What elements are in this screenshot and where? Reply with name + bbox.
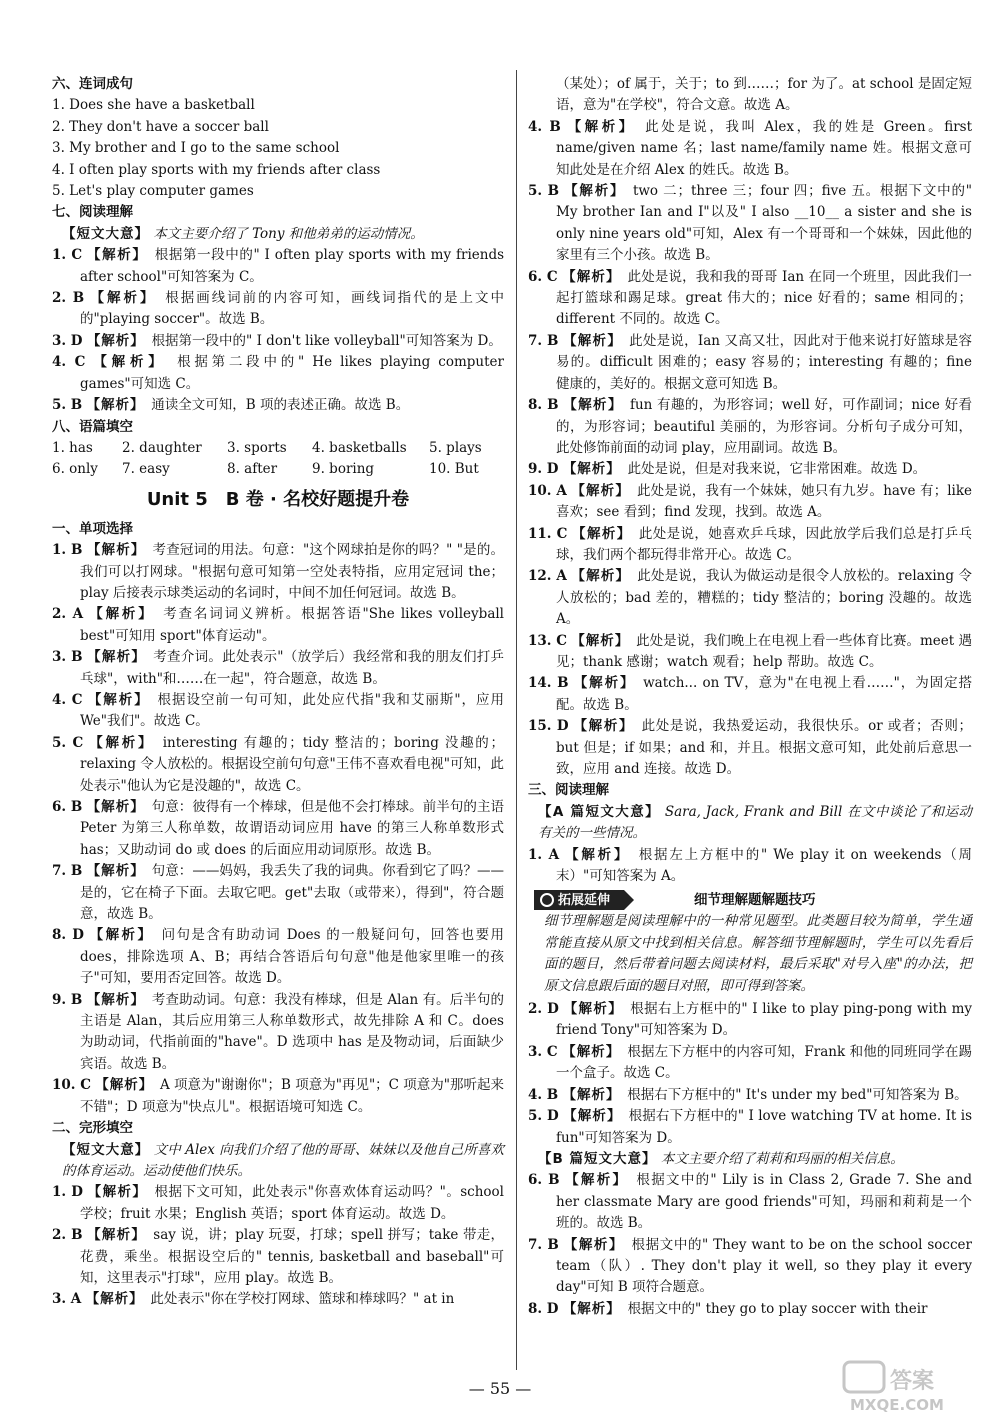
answer-number: 3. A <box>52 1291 82 1308</box>
answer-number: 1. D <box>52 1184 83 1201</box>
fill-blank-row <box>52 438 504 459</box>
answer-number: 10. C <box>52 1077 91 1094</box>
analysis-tag: 【解析】 <box>562 268 614 285</box>
answer-number: 15. D <box>528 718 569 735</box>
answer-item <box>52 245 504 288</box>
analysis-text: 根据右下方框中的" It's under my bed"可知答案为 B。 <box>627 1086 968 1103</box>
column-divider <box>516 70 517 1370</box>
answer-number: 13. C <box>528 632 567 649</box>
answer-item <box>52 797 504 861</box>
analysis-text: 考查介词。此处表示"（放学后）我经常和我的朋友们打乒乓球"，with"和……在一起"，符合题意，故选 B。 <box>80 649 505 687</box>
analysis-tag: 【解析】 <box>562 461 615 478</box>
answer-number: 1. A <box>528 846 560 863</box>
analysis-tag: 【解析】 <box>563 1108 615 1125</box>
analysis-text: interesting 有趣的；tidy 整洁的；boring 没趣的；relaxing 令人放松的。根据设空前句句意"王伟不喜欢看电视"可知，此处表示"他认为它是没趣的"，故选 C。 <box>80 734 505 794</box>
summary-text: 本文主要介绍了莉莉和玛丽的相关信息。 <box>660 1150 904 1167</box>
answer-item <box>528 1170 972 1234</box>
summary-text: 文中 Alex 向我们介绍了他的哥哥、妹妹以及他自己所喜欢的体育运动。运动使他们快乐。 <box>62 1141 504 1179</box>
answer-number: 8. D <box>528 1300 559 1317</box>
analysis-text: 根据下文可知，此处表示"你喜欢体育运动吗？"。school 学校；fruit 水果；English 英语；sport 体育运动。故选 D。 <box>80 1184 504 1222</box>
answer-number: 11. C <box>528 525 568 542</box>
summary-tag: 【A 篇短文大意】 <box>538 803 661 820</box>
answer-item <box>52 352 504 395</box>
svg-text:MXQE.COM: MXQE.COM <box>850 1396 944 1414</box>
page-number: — 55 — <box>468 1379 532 1398</box>
analysis-tag: 【解析】 <box>562 1300 615 1317</box>
analysis-tag: 【解析】 <box>93 354 160 371</box>
answer-number: 1. B <box>52 542 83 559</box>
answer-number: 6. B <box>52 799 83 815</box>
analysis-tag: 【解析】 <box>90 290 150 307</box>
analysis-tag: 【解析】 <box>87 1184 141 1201</box>
fill-blank-answer: 7. easy <box>122 461 170 478</box>
summary-text: 本文主要介绍了 Tony 和他弟弟的运动情况。 <box>153 225 424 242</box>
analysis-text: 根据设空前一句可知，此处应代指"我和艾丽斯"，应用 We"我们"。故选 C。 <box>80 691 505 730</box>
answer-number: 3. B <box>52 649 83 666</box>
analysis-text: 考查助动词。句意：我没有棒球，但是 Alan 有。后半句的主语是 Alan，其后应用第三人称单数形式，故先排除 A 和 C。does 为助动词，代指前面的"have"。D 选项中 has 是及物动词，后面缺少宾语。故选 B。 <box>80 991 504 1072</box>
analysis-text: 此处是说，但是对我来说，它非常困难。故选 D。 <box>627 461 927 478</box>
analysis-tag: 【解析】 <box>563 332 616 349</box>
answer-number: 3. D <box>52 332 83 349</box>
analysis-text: 此处是说，我和我的哥哥 Ian 在同一个班里，因此我们一起打篮球和踢足球。great 伟大的；nice 好看的；same 相同的；different 不同的。故选 C。 <box>556 268 972 328</box>
analysis-tag: 【解析】 <box>89 606 148 623</box>
fill-blank-answer: 4. basketballs <box>312 439 407 456</box>
extension-badge-label: 拓展延伸 <box>558 892 611 908</box>
answer-number: 5. D <box>528 1108 559 1125</box>
analysis-tag: 【解析】 <box>565 846 624 863</box>
analysis-tag: 【解析】 <box>562 1086 614 1103</box>
analysis-text: 根据右下方框中的" I love watching TV at home. It is fun"可知答案为 D。 <box>556 1108 973 1146</box>
analysis-tag: 【解析】 <box>564 183 619 200</box>
answer-item <box>528 1299 972 1320</box>
analysis-text: fun 有趣的，为形容词；well 好，可作副词；nice 好看的，为形容词；beautiful 美丽的，为形容词。分析句子成分可知，此处修饰前面的动词 play，应用副词。故选 B。 <box>556 397 972 456</box>
answer-number: 7. B <box>52 863 83 880</box>
answer-item <box>528 395 972 459</box>
analysis-tag: 【解析】 <box>87 649 140 666</box>
analysis-text: 此处是说，Ian 又高又壮，因此对于他来说打好篮球是容易的。difficult 困难的；easy 容易的；interesting 有趣的；fine 健康的，美好的。根据文意可知选 B。 <box>556 332 973 392</box>
summary-paragraph <box>528 1149 972 1170</box>
analysis-text: 句意：——妈妈，我丢失了我的词典。你看到它了吗？——是的，它在椅子下面。去取它吧。get"去取（或带来），得到"，符合题意，故选 B。 <box>80 863 505 923</box>
analysis-text: watch... on TV，意为"在电视上看……"，为固定搭配。故选 B。 <box>556 675 972 713</box>
answer-number: 7. B <box>528 332 559 349</box>
answer-item <box>528 1042 972 1085</box>
answer-number: 5. B <box>528 183 560 200</box>
analysis-text: 此处是说，我认为做运动是很令人放松的。relaxing 令人放松的；bad 差的，糟糕的；tidy 整洁的；boring 没趣的。故选 A。 <box>556 568 972 628</box>
analysis-text: say 说，讲；play 玩耍，打球；spell 拼写；take 带走，花费，乘坐。根据设空后的" tennis, basketball and baseball"可知，这里表示"打球"，应用 play。故选 B。 <box>80 1227 505 1286</box>
answer-item <box>52 733 504 797</box>
fill-blank-answer: 2. daughter <box>122 439 202 456</box>
answer-number: 4. B <box>528 118 561 135</box>
answer-item <box>528 117 972 181</box>
analysis-text: 考查名词词义辨析。根据答语"She likes volleyball best"可知用 sport"体育运动"。 <box>80 606 505 644</box>
answer-number: 14. B <box>528 675 569 692</box>
answer-item <box>52 647 504 690</box>
answer-number: 8. B <box>528 397 559 414</box>
analysis-tag: 【解析】 <box>563 1001 617 1018</box>
section-title: 一、单项选择 <box>52 520 133 537</box>
analysis-tag: 【解析】 <box>87 1227 140 1244</box>
answer-number: 2. B <box>52 290 85 307</box>
answer-item <box>528 631 972 674</box>
answer-number: 5. C <box>52 734 84 751</box>
answer-item <box>528 267 972 331</box>
analysis-tag: 【解析】 <box>563 1236 618 1253</box>
analysis-text: A 项意为"谢谢你"；B 项意为"再见"；C 项意为"那听起来不错"；D 项意为"快点儿"。根据语境可知选 C。 <box>80 1077 505 1115</box>
right-column <box>528 74 972 1320</box>
sentence-answer: 5. Let's play computer games <box>52 183 254 200</box>
watermark-logo <box>842 1358 982 1414</box>
answer-number: 7. B <box>528 1236 559 1253</box>
answer-item <box>52 1182 504 1225</box>
answer-number: 9. D <box>528 461 559 478</box>
analysis-text: 根据右上方框中的" I like to play ping-pong with my friend Tony"可知答案为 D。 <box>556 1001 972 1039</box>
analysis-tag: 【解析】 <box>571 568 624 585</box>
fill-blank-answer: 9. boring <box>312 461 375 478</box>
fill-blank-answer: 1. has <box>52 439 93 456</box>
summary-tag: 【短文大意】 <box>62 225 149 242</box>
answer-number: 3. C <box>528 1043 558 1060</box>
answer-number: 2. A <box>52 606 84 623</box>
analysis-text: 根据第二段中的" He likes playing computer games"可知选 C。 <box>80 354 504 392</box>
answer-number: 6. C <box>528 268 558 285</box>
answer-number: 12. A <box>528 568 567 585</box>
fill-blank-row <box>52 459 504 480</box>
answer-number: 1. C <box>52 247 83 264</box>
analysis-text: 根据文中的" Lily is in Class 2, Grade 7. She and her classmate Mary are good friends"可知，玛丽和莉莉是一个班的。故选 B。 <box>556 1172 973 1232</box>
analysis-text: 通读全文可知，B 项的表述正确。故选 B。 <box>151 397 410 414</box>
answer-number: 2. D <box>528 1001 559 1018</box>
answer-item <box>528 331 972 395</box>
answer-item <box>52 604 504 647</box>
fill-blank-answer: 8. after <box>227 461 278 478</box>
unit-title: Unit 5 B 卷 · 名校好题提升卷 <box>146 488 410 510</box>
analysis-tag: 【解析】 <box>86 991 139 1008</box>
svg-text:答案: 答案 <box>890 1369 935 1394</box>
answer-number: 4. C <box>52 691 83 708</box>
answer-number: 5. B <box>52 397 83 414</box>
analysis-text: 根据第一段中的" I don't like volleyball"可知答案为 D。 <box>151 332 502 349</box>
answer-item <box>52 331 504 352</box>
section-title: 六、连词成句 <box>52 76 133 92</box>
summary-tag: 【短文大意】 <box>62 1141 150 1158</box>
sentence-answer: 2. They don't have a soccer ball <box>52 118 269 135</box>
answer-item <box>528 524 972 567</box>
analysis-tag: 【解析】 <box>572 525 625 542</box>
analysis-text: 此处是说，我热爱运动，我很快乐。or 或者；否则；but 但是；if 如果；and 和，并且。根据文意可知，此处前后意思一致，应用 and 连接。故选 D。 <box>556 718 973 777</box>
section-title: 七、阅读理解 <box>52 204 133 221</box>
answer-item <box>52 861 504 925</box>
analysis-tag: 【解析】 <box>562 1043 614 1060</box>
analysis-text: 句意：彼得有一个棒球，但是他不会打棒球。前半句的主语 Peter 为第三人称单数，故谓语动词应用 have 的第三人称单数形式 has；又助动词 do 或 does 的后面应用动词原形。故选 B。 <box>80 799 505 858</box>
analysis-text: two 二；three 三；four 四；five 五。根据下文中的" My brother Ian and I"以及" I also __10__ a sister and she is only nine years old"可知，Alex 有一个哥哥和一个妹妹，因此他的家里有三个小孩。故选 B。 <box>556 183 972 264</box>
answer-number: 6. B <box>528 1172 560 1189</box>
analysis-text: 根据左上方框中的" We play it on weekends（周末）"可知答案为 A。 <box>556 846 972 885</box>
answer-item <box>528 1106 972 1149</box>
analysis-tag: 【解析】 <box>565 1172 622 1189</box>
summary-paragraph <box>52 1140 504 1183</box>
analysis-tag: 【解析】 <box>86 799 139 815</box>
answer-item <box>528 845 972 888</box>
answer-item <box>528 716 972 780</box>
section-title: 八、语篇填空 <box>52 418 133 435</box>
analysis-tag: 【解析】 <box>567 118 630 135</box>
answer-number: 10. A <box>528 482 567 499</box>
analysis-tag: 【解析】 <box>86 863 139 880</box>
extension-text: 细节理解题是阅读理解中的一种常见题型。此类题目较为简单，学生通常能直接从原文中找到相关信息。解答细节理解题时，学生可以先看后面的题目，然后带着问题去阅读材料，最后采取"对号入座"的办法，把原文信息跟后面的题目对照，即可得到答案。 <box>544 913 972 994</box>
analysis-tag: 【解析】 <box>573 675 629 692</box>
answer-item <box>52 690 504 733</box>
summary-paragraph <box>528 802 972 845</box>
answer-item <box>52 1289 504 1310</box>
sentence-answer: 4. I often play sports with my friends after class <box>52 161 381 178</box>
answer-item <box>528 181 972 267</box>
section-title: 二、完形填空 <box>52 1120 133 1137</box>
fill-blank-answer: 5. plays <box>429 439 482 456</box>
analysis-text: 根据左下方框中的内容可知，Frank 和他的同班同学在踢一个盒子。故选 C。 <box>556 1043 973 1082</box>
analysis-text: 此处是说，我们晚上在电视上看一些体育比赛。meet 遇见；thank 感谢；watch 观看；help 帮助。故选 C。 <box>556 632 973 670</box>
analysis-text: 根据文中的" They want to be on the school soccer team（队）. They don't play it well, so they play it every day"可知 B 项符合题意。 <box>556 1236 972 1296</box>
section-title: 三、阅读理解 <box>528 782 609 799</box>
extension-title: 细节理解题解题技巧 <box>694 891 816 908</box>
answer-item <box>528 999 972 1042</box>
extension-badge <box>534 890 624 910</box>
analysis-tag: 【解析】 <box>89 927 147 944</box>
summary-paragraph <box>52 224 504 245</box>
answer-item <box>52 925 504 989</box>
answer-item <box>528 673 972 716</box>
analysis-tag: 【解析】 <box>85 1291 137 1308</box>
answer-item <box>52 990 504 1076</box>
analysis-text: 此处表示"你在学校打网球、篮球和棒球吗？" at in <box>150 1291 455 1308</box>
analysis-text: 根据画线词前的内容可知，画线词指代的是上文中的"playing soccer"。故选 B。 <box>80 290 505 328</box>
analysis-tag: 【解析】 <box>571 632 623 649</box>
left-column <box>52 74 504 1311</box>
analysis-tag: 【解析】 <box>86 397 138 414</box>
continued-text: （某处）；of 属于，关于；to 到……；for 为了。at school 是固定短语，意为"在学校"，符合文意。故选 A。 <box>556 76 972 114</box>
answer-item <box>528 481 972 524</box>
analysis-text: 考查冠词的用法。句意："这个网球拍是你的吗？" "是的。我们可以打网球。"根据句意可知第一空处表特指，应用定冠词 the；play 后接表示球类运动的名词时，中间不加任何冠词。故选 B。 <box>80 542 505 601</box>
analysis-tag: 【解析】 <box>89 734 148 751</box>
fill-blank-answer: 10. But <box>429 461 479 478</box>
fill-blank-answer: 3. sports <box>227 439 287 456</box>
answer-item <box>52 1225 504 1289</box>
analysis-tag: 【解析】 <box>573 718 628 735</box>
answer-item <box>52 395 504 416</box>
answer-item <box>52 540 504 604</box>
extension-header <box>534 889 972 911</box>
answer-item <box>528 1085 972 1106</box>
fill-blank-answer: 6. only <box>52 461 98 478</box>
answer-item <box>52 288 504 331</box>
sentence-answer: 3. My brother and I go to the same school <box>52 140 340 157</box>
answer-number: 4. C <box>52 354 86 371</box>
answer-number: 9. B <box>52 991 83 1008</box>
answer-item <box>528 459 972 480</box>
analysis-tag: 【解析】 <box>87 691 143 708</box>
bulb-icon <box>540 893 554 907</box>
analysis-tag: 【解析】 <box>95 1077 147 1094</box>
analysis-text: 根据文中的" they go to play soccer with their <box>627 1300 928 1317</box>
answer-number: 4. B <box>528 1086 559 1103</box>
answer-item <box>52 1075 504 1118</box>
answer-item <box>528 1235 972 1299</box>
summary-text: Sara, Jack, Frank and Bill 在文中谈论了和运动有关的一些情况。 <box>538 803 972 842</box>
sentence-answer: 1. Does she have a basketball <box>52 97 255 114</box>
analysis-tag: 【解析】 <box>571 482 624 499</box>
analysis-text: 此处是说，她喜欢乒乓球，因此放学后我们总是打乒乓球，我们两个都玩得非常开心。故选 C。 <box>556 525 973 563</box>
summary-tag: 【B 篇短文大意】 <box>538 1150 657 1167</box>
extension-box <box>534 889 972 997</box>
analysis-text: 此处是说，我叫 Alex，我的姓是 Green。first name/given name 名；last name/family name 姓。根据文意可知此处是在介绍 Alex 的姓氏。故选 B。 <box>556 118 972 178</box>
answer-number: 8. D <box>52 927 84 944</box>
analysis-tag: 【解析】 <box>87 247 141 264</box>
analysis-tag: 【解析】 <box>86 332 139 349</box>
answer-item <box>528 566 972 630</box>
analysis-text: 此处是说，我有一个妹妹，她只有九岁。have 有；like 喜欢；see 看到；find 发现，找到。故选 A。 <box>556 482 973 521</box>
analysis-tag: 【解析】 <box>563 397 617 414</box>
answer-number: 2. B <box>52 1227 83 1244</box>
analysis-text: 问句是含有助动词 Does 的一般疑问句，回答也要用 does，排除选项 A、B；再结合答语后句句意"他是他家里唯一的孩子"可知，要用否定回答。故选 D。 <box>80 927 505 987</box>
analysis-text: 根据第一段中的" I often play sports with my friends after school"可知答案为 C。 <box>80 247 505 285</box>
analysis-tag: 【解析】 <box>86 542 139 559</box>
